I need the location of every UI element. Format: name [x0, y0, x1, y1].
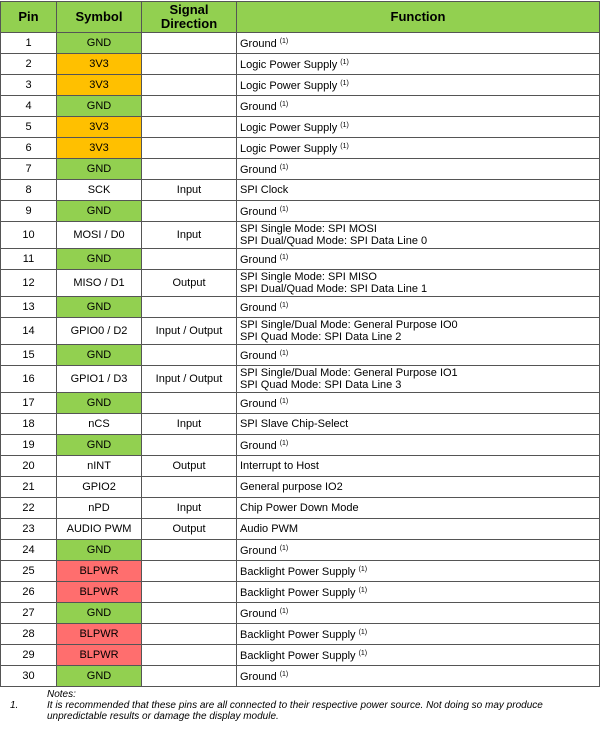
pin-cell: 28: [1, 624, 57, 645]
function-text: SPI Dual/Quad Mode: SPI Data Line 1: [240, 283, 428, 295]
symbol-cell: nCS: [57, 414, 142, 435]
function-cell: [237, 222, 600, 249]
notes-section: [0, 689, 600, 722]
pin-cell: 7: [1, 159, 57, 180]
function-line: [240, 481, 599, 493]
header-symbol: Symbol: [57, 2, 142, 33]
table-row: [1, 414, 600, 435]
pin-cell: 23: [1, 519, 57, 540]
direction-cell: Output: [142, 456, 237, 477]
direction-cell: [142, 345, 237, 366]
table-row: [1, 519, 600, 540]
symbol-cell: BLPWR: [57, 645, 142, 666]
function-cell: [237, 603, 600, 624]
function-line: [240, 460, 599, 472]
pin-cell: 30: [1, 666, 57, 687]
pin-cell: 13: [1, 297, 57, 318]
function-line: [240, 331, 599, 343]
symbol-cell: GND: [57, 159, 142, 180]
function-line: [240, 252, 599, 266]
direction-cell: [142, 540, 237, 561]
direction-cell: [142, 159, 237, 180]
table-row: [1, 270, 600, 297]
function-text: Backlight Power Supply: [240, 650, 356, 662]
function-line: [240, 141, 599, 155]
footnote-ref: (1): [279, 38, 289, 45]
note-text: It is recommended that these pins are all connected to their respective power source. Not doing so may produce unpredictable results or damage the display module.: [47, 700, 543, 722]
table-row: [1, 435, 600, 456]
table-row: [1, 222, 600, 249]
direction-cell: Input: [142, 414, 237, 435]
function-cell: [237, 33, 600, 54]
footnote-ref: (1): [279, 608, 289, 615]
pin-cell: 19: [1, 435, 57, 456]
direction-cell: [142, 297, 237, 318]
function-line: [240, 300, 599, 314]
function-cell: [237, 75, 600, 96]
pin-cell: 3: [1, 75, 57, 96]
function-cell: [237, 297, 600, 318]
function-line: [240, 99, 599, 113]
function-text: SPI Slave Chip-Select: [240, 418, 349, 430]
function-line: [240, 564, 599, 578]
pin-cell: 10: [1, 222, 57, 249]
footnote-ref: (1): [279, 671, 289, 678]
function-text: Ground: [240, 398, 277, 410]
function-text: Ground: [240, 440, 277, 452]
pin-cell: 18: [1, 414, 57, 435]
function-cell: [237, 435, 600, 456]
footnote-ref: (1): [279, 164, 289, 171]
function-cell: [237, 624, 600, 645]
function-cell: [237, 561, 600, 582]
direction-cell: [142, 603, 237, 624]
function-text: Interrupt to Host: [240, 460, 319, 472]
pin-cell: 5: [1, 117, 57, 138]
table-row: [1, 297, 600, 318]
direction-cell: [142, 477, 237, 498]
function-cell: [237, 582, 600, 603]
direction-cell: [142, 96, 237, 117]
function-text: SPI Single Mode: SPI MOSI: [240, 223, 377, 235]
pin-cell: 25: [1, 561, 57, 582]
pin-cell: 12: [1, 270, 57, 297]
table-row: [1, 666, 600, 687]
symbol-cell: GND: [57, 540, 142, 561]
function-cell: [237, 201, 600, 222]
table-row: [1, 498, 600, 519]
pin-cell: 1: [1, 33, 57, 54]
footnote-ref: (1): [340, 143, 349, 150]
function-line: [240, 502, 599, 514]
footnote-ref: (1): [340, 59, 349, 66]
symbol-cell: AUDIO PWM: [57, 519, 142, 540]
footnote-ref: (1): [358, 650, 368, 657]
direction-cell: [142, 249, 237, 270]
direction-cell: Output: [142, 519, 237, 540]
direction-cell: [142, 75, 237, 96]
footnote-ref: (1): [358, 629, 368, 636]
direction-cell: Input: [142, 180, 237, 201]
table-row: [1, 393, 600, 414]
function-cell: [237, 54, 600, 75]
function-line: [240, 162, 599, 176]
pin-cell: 9: [1, 201, 57, 222]
pin-cell: 16: [1, 366, 57, 393]
function-cell: [237, 414, 600, 435]
footnote-ref: (1): [279, 440, 289, 447]
footnote-ref: (1): [279, 302, 289, 309]
function-text: Ground: [240, 164, 277, 176]
function-cell: [237, 318, 600, 345]
table-row: [1, 33, 600, 54]
header-direction-line1: Signal: [169, 2, 209, 17]
pin-cell: 14: [1, 318, 57, 345]
pin-cell: 22: [1, 498, 57, 519]
function-line: [240, 523, 599, 535]
function-line: [240, 78, 599, 92]
pin-rows: [1, 33, 600, 687]
table-row: [1, 75, 600, 96]
function-cell: [237, 456, 600, 477]
function-cell: [237, 180, 600, 201]
direction-cell: [142, 666, 237, 687]
function-cell: [237, 519, 600, 540]
footnote-ref: (1): [340, 80, 349, 87]
symbol-cell: 3V3: [57, 54, 142, 75]
symbol-cell: GND: [57, 435, 142, 456]
function-line: [240, 204, 599, 218]
pin-cell: 15: [1, 345, 57, 366]
symbol-cell: GND: [57, 201, 142, 222]
header-pin: Pin: [1, 2, 57, 33]
header-function: Function: [237, 2, 600, 33]
table-row: [1, 582, 600, 603]
table-row: [1, 318, 600, 345]
direction-cell: [142, 33, 237, 54]
function-cell: [237, 117, 600, 138]
function-line: [240, 379, 599, 391]
footnote-ref: (1): [279, 545, 289, 552]
symbol-cell: BLPWR: [57, 582, 142, 603]
footnote-ref: (1): [340, 122, 349, 129]
function-cell: [237, 666, 600, 687]
function-cell: [237, 270, 600, 297]
table-row: [1, 249, 600, 270]
function-line: [240, 223, 599, 235]
pin-cell: 8: [1, 180, 57, 201]
notes-title: Notes:: [47, 689, 76, 700]
function-cell: [237, 345, 600, 366]
direction-cell: Input / Output: [142, 318, 237, 345]
function-text: Ground: [240, 350, 277, 362]
symbol-cell: GPIO0 / D2: [57, 318, 142, 345]
pin-cell: 27: [1, 603, 57, 624]
pin-cell: 4: [1, 96, 57, 117]
direction-cell: [142, 435, 237, 456]
header-direction-line2: Direction: [160, 16, 218, 31]
table-row: [1, 117, 600, 138]
direction-cell: Input: [142, 498, 237, 519]
symbol-cell: GND: [57, 33, 142, 54]
table-row: [1, 624, 600, 645]
symbol-cell: SCK: [57, 180, 142, 201]
function-text: Backlight Power Supply: [240, 587, 356, 599]
footnote-ref: (1): [279, 350, 289, 357]
function-text: SPI Clock: [240, 184, 289, 196]
footnote-ref: (1): [279, 101, 289, 108]
header-direction: [142, 2, 237, 33]
function-cell: [237, 477, 600, 498]
function-text: Backlight Power Supply: [240, 566, 356, 578]
symbol-cell: 3V3: [57, 138, 142, 159]
symbol-cell: GND: [57, 666, 142, 687]
direction-cell: [142, 582, 237, 603]
symbol-cell: GND: [57, 297, 142, 318]
note-item: [0, 700, 600, 722]
table-row: [1, 138, 600, 159]
table-row: [1, 345, 600, 366]
symbol-cell: MISO / D1: [57, 270, 142, 297]
function-line: [240, 669, 599, 683]
function-text: Chip Power Down Mode: [240, 502, 359, 514]
function-line: [240, 120, 599, 134]
footnote-ref: (1): [358, 566, 368, 573]
table-row: [1, 540, 600, 561]
function-text: SPI Quad Mode: SPI Data Line 3: [240, 379, 402, 391]
function-line: [240, 543, 599, 557]
function-cell: [237, 96, 600, 117]
table-row: [1, 645, 600, 666]
pin-cell: 2: [1, 54, 57, 75]
table-row: [1, 561, 600, 582]
function-line: [240, 36, 599, 50]
symbol-cell: GPIO2: [57, 477, 142, 498]
function-cell: [237, 366, 600, 393]
table-row: [1, 456, 600, 477]
direction-cell: [142, 645, 237, 666]
direction-cell: [142, 201, 237, 222]
function-line: [240, 418, 599, 430]
table-row: [1, 96, 600, 117]
function-text: Ground: [240, 545, 277, 557]
direction-cell: [142, 393, 237, 414]
direction-cell: Input / Output: [142, 366, 237, 393]
function-text: SPI Quad Mode: SPI Data Line 2: [240, 331, 402, 343]
function-text: General purpose IO2: [240, 481, 343, 493]
pin-cell: 17: [1, 393, 57, 414]
function-line: [240, 319, 599, 331]
function-line: [240, 283, 599, 295]
function-text: Ground: [240, 38, 277, 50]
function-cell: [237, 159, 600, 180]
pin-cell: 11: [1, 249, 57, 270]
direction-cell: [142, 138, 237, 159]
function-cell: [237, 138, 600, 159]
note-number: 1.: [10, 700, 19, 711]
function-cell: [237, 249, 600, 270]
symbol-cell: BLPWR: [57, 624, 142, 645]
function-line: [240, 235, 599, 247]
function-text: Ground: [240, 608, 277, 620]
table-row: [1, 201, 600, 222]
symbol-cell: GND: [57, 603, 142, 624]
table-row: [1, 159, 600, 180]
function-text: SPI Dual/Quad Mode: SPI Data Line 0: [240, 235, 428, 247]
pin-cell: 6: [1, 138, 57, 159]
symbol-cell: nINT: [57, 456, 142, 477]
table-row: [1, 603, 600, 624]
function-text: Backlight Power Supply: [240, 629, 356, 641]
direction-cell: [142, 624, 237, 645]
footnote-ref: (1): [358, 587, 368, 594]
table-row: [1, 180, 600, 201]
symbol-cell: nPD: [57, 498, 142, 519]
function-text: Ground: [240, 101, 277, 113]
footnote-ref: (1): [279, 398, 289, 405]
function-text: Ground: [240, 302, 277, 314]
symbol-cell: MOSI / D0: [57, 222, 142, 249]
function-line: [240, 57, 599, 71]
pin-cell: 24: [1, 540, 57, 561]
pin-cell: 29: [1, 645, 57, 666]
function-cell: [237, 498, 600, 519]
symbol-cell: GND: [57, 393, 142, 414]
table-row: [1, 366, 600, 393]
direction-cell: Output: [142, 270, 237, 297]
function-line: [240, 184, 599, 196]
direction-cell: [142, 117, 237, 138]
pin-table: [0, 1, 600, 687]
function-cell: [237, 540, 600, 561]
direction-cell: Input: [142, 222, 237, 249]
function-line: [240, 348, 599, 362]
pin-cell: 21: [1, 477, 57, 498]
function-text: SPI Single/Dual Mode: General Purpose IO1: [240, 367, 458, 379]
function-text: Logic Power Supply: [240, 80, 338, 92]
function-line: [240, 271, 599, 283]
function-line: [240, 396, 599, 410]
direction-cell: [142, 54, 237, 75]
function-cell: [237, 645, 600, 666]
pin-cell: 26: [1, 582, 57, 603]
footnote-ref: (1): [279, 206, 289, 213]
function-text: Audio PWM: [240, 523, 299, 535]
header-row: [1, 2, 600, 33]
function-line: [240, 367, 599, 379]
function-line: [240, 606, 599, 620]
symbol-cell: GPIO1 / D3: [57, 366, 142, 393]
symbol-cell: 3V3: [57, 117, 142, 138]
table-row: [1, 54, 600, 75]
function-text: Ground: [240, 671, 277, 683]
footnote-ref: (1): [279, 254, 289, 261]
direction-cell: [142, 561, 237, 582]
function-text: SPI Single/Dual Mode: General Purpose IO0: [240, 319, 458, 331]
function-line: [240, 585, 599, 599]
function-line: [240, 438, 599, 452]
function-text: Ground: [240, 206, 277, 218]
symbol-cell: GND: [57, 345, 142, 366]
function-text: Logic Power Supply: [240, 59, 338, 71]
symbol-cell: 3V3: [57, 75, 142, 96]
function-cell: [237, 393, 600, 414]
pin-cell: 20: [1, 456, 57, 477]
symbol-cell: GND: [57, 96, 142, 117]
function-line: [240, 627, 599, 641]
function-text: Logic Power Supply: [240, 122, 338, 134]
function-line: [240, 648, 599, 662]
symbol-cell: BLPWR: [57, 561, 142, 582]
function-text: SPI Single Mode: SPI MISO: [240, 271, 377, 283]
table-row: [1, 477, 600, 498]
symbol-cell: GND: [57, 249, 142, 270]
function-text: Ground: [240, 254, 277, 266]
function-text: Logic Power Supply: [240, 143, 338, 155]
